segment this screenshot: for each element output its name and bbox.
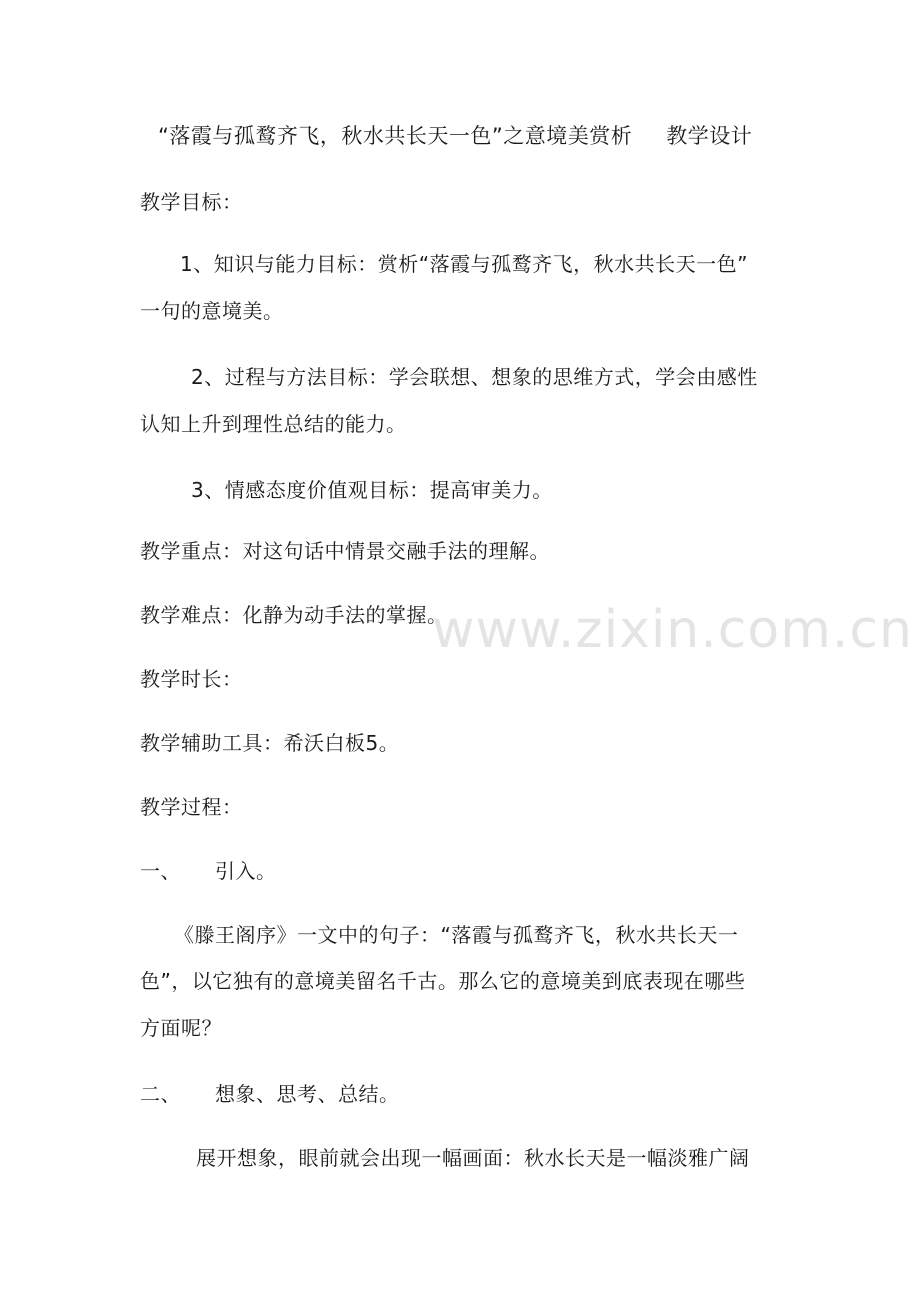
- key-point: 教学重点：对这句话中情景交融手法的理解。: [140, 539, 550, 563]
- intro-line-2: 色”，以它独有的意境美留名千古。那么它的意境美到底表现在哪些: [140, 969, 746, 993]
- document-title: [158, 122, 752, 150]
- tools: 教学辅助工具：希沃白板5。: [140, 731, 400, 755]
- process-heading: 教学过程：: [140, 795, 243, 819]
- title-suffix: 教学设计: [666, 124, 753, 148]
- section-1-heading: [140, 857, 277, 885]
- intro-line-3: 方面呢？: [140, 1016, 222, 1040]
- section-2-heading: [140, 1080, 400, 1108]
- title-main: “落霞与孤鹜齐飞，秋水共长天一色”之意境美赏析: [158, 124, 633, 148]
- objective-1-line-2: 一句的意境美。: [140, 299, 284, 323]
- objective-2-line-2: 认知上升到理性总结的能力。: [140, 412, 407, 436]
- objective-2-line-1: 2、过程与方法目标：学会联想、想象的思维方式，学会由感性: [191, 365, 758, 389]
- imagine-line-1: 展开想象，眼前就会出现一幅画面：秋水长天是一幅淡雅广阔: [196, 1146, 750, 1170]
- duration: 教学时长：: [140, 667, 243, 691]
- objectives-heading: 教学目标：: [140, 190, 243, 214]
- section-1-number: 一、: [140, 859, 181, 883]
- difficulty: 教学难点：化静为动手法的掌握。: [140, 603, 448, 627]
- watermark: www.zixin.com.cn: [432, 600, 913, 660]
- intro-line-1: 《滕王阁序》一文中的句子：“落霞与孤鹜齐飞，秋水共长天一: [174, 923, 739, 947]
- section-2-number: 二、: [140, 1082, 181, 1106]
- section-2-title: 想象、思考、总结。: [215, 1082, 400, 1106]
- objective-3: 3、情感态度价值观目标：提高审美力。: [191, 478, 553, 502]
- objective-1-line-1: 1、知识与能力目标：赏析“落霞与孤鹜齐飞，秋水共长天一色”: [180, 252, 748, 276]
- section-1-title: 引入。: [215, 859, 277, 883]
